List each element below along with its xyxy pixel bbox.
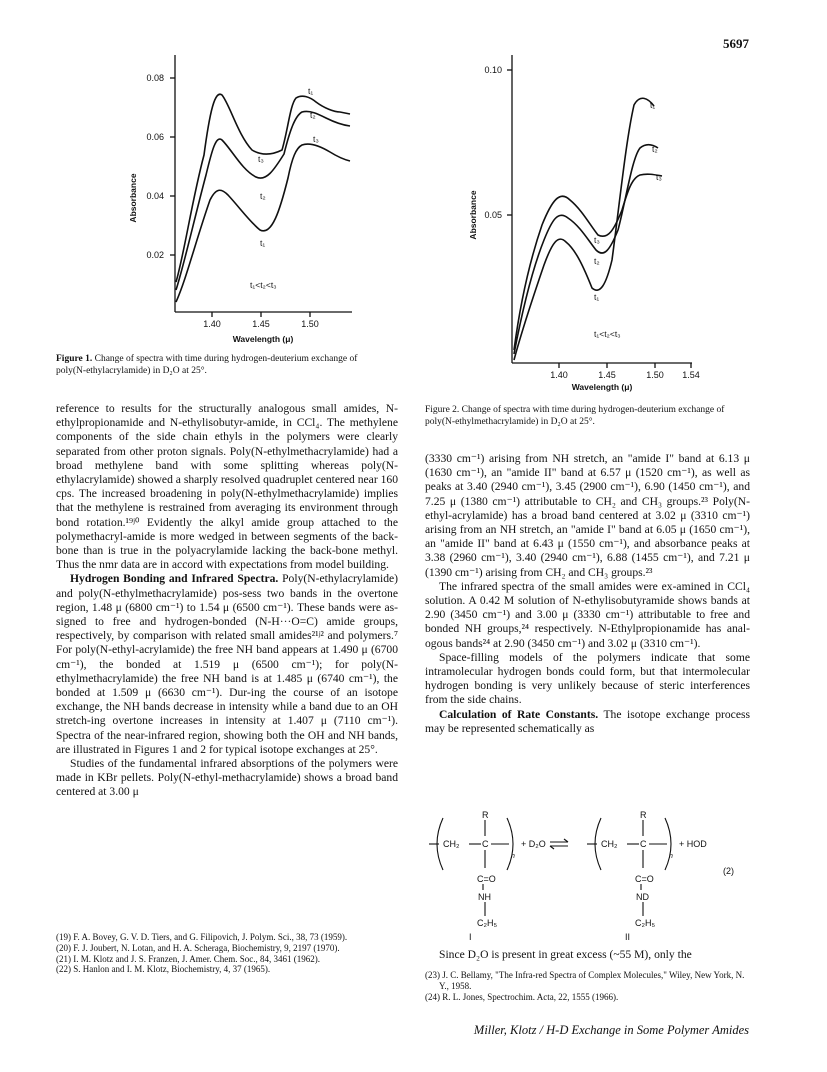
- reaction-scheme: [425, 806, 750, 946]
- right-paragraph-3: Space-filling models of the polymers indicate that some intramolecular hydrogen bonds could form, but that intermolecular hydrogen bonding is very unlikely because of steric interferences from the side chains.: [425, 650, 750, 707]
- left-paragraph-3: Studies of the fundamental infrared absorptions of the polymers were made in KBr pellets. Poly(N-ethyl-methacrylamide) shows a broad band centered at 3.00 μ: [56, 757, 398, 799]
- page-number: 5697: [723, 36, 749, 51]
- fig1-xtick-0: 1.40: [203, 319, 221, 329]
- scheme-nd: ND: [636, 892, 649, 902]
- scheme-c-2: C: [640, 839, 647, 849]
- fig1-label-t2: t₂: [260, 191, 266, 201]
- scheme-co-1: C=O: [477, 874, 496, 884]
- fig2-label-t2-top: t₂: [652, 144, 658, 154]
- scheme-c-1: C: [482, 839, 489, 849]
- scheme-r-2: R: [640, 810, 647, 820]
- left-paragraph-1: reference to results for the structurally analogous small amides, N-ethylpropionamide and N-ethylisobutyr-amide, in CCl₄. The methylene components of the side chain ethyls in the polymers were clearly separated from other proton signals. Poly(N-ethylmethacrylamide) had a broad methylene band with some splitting whereas poly(N-ethylacrylamide) showed a sharply resolved quadruplet centered near 160 cps. The increased broadening in poly(N-ethylmethacrylamide) implies that the methylene is restrained from averaging its environment through bond rotation.¹⁹ʲ⁰ Evidently the alkyl amide group attached to the polymethacryl-amide is more wedged in between segments of the back-bone than is true in the polyacrylamide lacking the back-bone methyl. Thus the nmr data are in accord with expectations from model building.: [56, 402, 398, 572]
- fig1-label-t1: t₁: [260, 238, 266, 248]
- scheme-co-2: C=O: [635, 874, 654, 884]
- fig1-label-t2-top: t₂: [310, 110, 316, 120]
- footnote-19: (19) F. A. Bovey, G. V. D. Tiers, and G. Filipovich, J. Polym. Sci., 38, 73 (1959).: [56, 932, 348, 942]
- fig2-order-label: t₁<t₂<t₃: [594, 329, 621, 339]
- fig2-label-t2: t₂: [594, 256, 600, 266]
- footnote-23: (23) J. C. Bellamy, "The Infra-red Spectra of Complex Molecules," Wiley, New York, N. Y., 1958.: [425, 970, 745, 991]
- fig1-ytick-0: 0.08: [146, 73, 164, 83]
- scheme-ch2-2: CH₂: [601, 839, 618, 849]
- right-paragraph-4-text: The isotope exchange process may be represented schematically as: [425, 707, 750, 735]
- figure-1-caption-text: Change of spectra with time during hydrogen-deuterium exchange of poly(N-ethylacrylamide) in D₂O at 25°.: [56, 354, 358, 376]
- curve-t1: [514, 98, 654, 360]
- equation-number: (2): [723, 866, 734, 876]
- right-paragraph-4: [425, 708, 750, 736]
- left-footnotes: [56, 932, 398, 975]
- footnote-24: (24) R. L. Jones, Spectrochim. Acta, 22, 1555 (1966).: [425, 991, 619, 1002]
- fig1-ytick-3: 0.02: [146, 250, 164, 260]
- right-column: [425, 452, 750, 736]
- scheme-n-2: n: [669, 853, 673, 860]
- fig1-xlabel: Wavelength (μ): [232, 334, 294, 344]
- scheme-hod: + HOD: [679, 839, 707, 849]
- footnote-20: (20) F. J. Joubert, N. Lotan, and H. A. Scheraga, Biochemistry, 9, 2197 (1970).: [56, 942, 340, 953]
- figure-2-spectrum: [462, 50, 712, 395]
- scheme-d2o: + D₂O: [521, 839, 546, 849]
- fig2-label-t3: t₃: [594, 235, 600, 245]
- right-paragraph-1: (3330 cm⁻¹) arising from NH stretch, an "amide I" band at 6.13 μ (1630 cm⁻¹), an "amide II" band at 6.57 μ (1520 cm⁻¹), as well as peaks at 3.40 (2940 cm⁻¹), 3.45 (2900 cm⁻¹), 6.90 (1450 cm⁻¹), and 7.25 μ (1380 cm⁻¹) attributable to CH₂ and CH₃ groups.²³ Poly(N-ethyl-acrylamide) has a broad band centered at 3.02 μ (3310 cm⁻¹) arising from an NH stretch, an "amide I" band at 6.05 μ (1650 cm⁻¹), an "amide II" band at 6.43 μ (1550 cm⁻¹), and absorbance peaks at 3.38 (2960 cm⁻¹), 3.40 (2940 cm⁻¹), 6.88 (1455 cm⁻¹), and 7.21 μ (1390 cm⁻¹) arising from CH₂ and CH₃ groups.²³: [425, 452, 750, 579]
- fig2-label-t1-top: t₁: [650, 100, 656, 110]
- figure-1-caption: [56, 354, 386, 377]
- scheme-label-ii: II: [625, 932, 631, 942]
- fig1-label-t1-top: t₁: [308, 86, 314, 96]
- scheme-label-i: I: [469, 932, 472, 942]
- fig2-ytick-1: 0.05: [484, 210, 502, 220]
- fig1-xtick-2: 1.50: [301, 319, 319, 329]
- fig2-xlabel: Wavelength (μ): [571, 382, 633, 392]
- footnote-21: (21) I. M. Klotz and J. S. Franzen, J. Amer. Chem. Soc., 84, 3461 (1962).: [56, 953, 320, 964]
- scheme-nh: NH: [478, 892, 491, 902]
- figure-1-caption-label: Figure 1.: [56, 354, 93, 364]
- fig2-ylabel: Absorbance: [468, 190, 478, 240]
- right-column-tail: [425, 948, 750, 962]
- running-footer: Miller, Klotz / H-D Exchange in Some Polymer Amides: [473, 1023, 749, 1037]
- scheme-n-1: n: [511, 853, 515, 860]
- scheme-et-2: C₂H₅: [635, 918, 656, 928]
- footnote-22: (22) S. Hanlon and I. M. Klotz, Biochemistry, 4, 37 (1965).: [56, 964, 271, 975]
- fig1-ytick-2: 0.04: [146, 191, 164, 201]
- right-paragraph-5: Since D₂O is present in great excess (~55 M), only the: [439, 948, 692, 961]
- fig2-xtick-3: 1.54: [682, 370, 700, 380]
- figure-2-caption: Figure 2. Change of spectra with time during hydrogen-deuterium exchange of poly(N-ethylmethacrylamide) in D₂O at 25°.: [425, 405, 725, 427]
- scheme-et-1: C₂H₅: [477, 918, 498, 928]
- right-footnotes: [425, 970, 750, 1002]
- left-paragraph-2-text: Poly(N-ethylacrylamide) and poly(N-ethylmethacrylamide) pos-sess two bands in the overtone region, 1.48 μ (6800 cm⁻¹) to 1.54 μ (6500 cm⁻¹). These bands were as-signed to free and hydrogen-bonded (N-H···O=C) amide groups, respectively, by comparison with related small amides²¹ʲ² and polymers.⁷ For poly(N-ethyl-acrylamide) the free NH band appears at 1.490 μ (6700 cm⁻¹), the bonded at 1.519 μ (6500 cm⁻¹); for poly(N-ethylmethacrylamide) the free NH band is at 1.485 μ (6740 cm⁻¹), the bonded at 1.509 μ (6630 cm⁻¹). Dur-ing the course of an isotope exchange, the NH bands decrease in intensity while a band due to an OH stretch-ing overtone increases in intensity at 1.407 μ (7110 cm⁻¹). Spectra of the near-infrared region, showing both the OH and NH bands, are illustrated in Figures 1 and 2 for typical isotope exchanges at 25°.: [56, 572, 399, 756]
- fig1-order-label: t₁<t₂<t₃: [250, 280, 277, 290]
- section-heading-rate-constants: Calculation of Rate Constants.: [439, 707, 599, 721]
- left-paragraph-2: [56, 572, 398, 757]
- curve-t2: [514, 145, 658, 354]
- fig1-label-t3-top: t₃: [313, 134, 319, 144]
- curve-t1: [176, 144, 350, 302]
- fig2-xtick-0: 1.40: [550, 370, 568, 380]
- figure-1-spectrum: [120, 50, 355, 350]
- scheme-r-1: R: [482, 810, 489, 820]
- fig1-ytick-1: 0.06: [146, 132, 164, 142]
- right-paragraph-2: The infrared spectra of the small amides were ex-amined in CCl₄ solution. A 0.42 M solution of N-ethylisobutyramide shows bands at 2.90 (3450 cm⁻¹) and 3.00 μ (3330 cm⁻¹) attributable to free and bonded NH groups,²⁴ respectively. N-Ethylpropionamide has anal-ogous bands²⁴ at 2.90 (3450 cm⁻¹) and 3.02 μ (3310 cm⁻¹).: [425, 579, 750, 650]
- fig2-ytick-0: 0.10: [484, 65, 502, 75]
- section-heading-hydrogen-bonding: Hydrogen Bonding and Infrared Spectra.: [70, 572, 279, 586]
- fig1-label-t3: t₃: [258, 154, 264, 164]
- fig1-xtick-1: 1.45: [252, 319, 270, 329]
- left-column: [56, 402, 398, 800]
- fig2-label-t1: t₁: [594, 292, 600, 302]
- fig2-xtick-1: 1.45: [598, 370, 616, 380]
- fig1-ylabel: Absorbance: [128, 173, 138, 223]
- scheme-ch2-1: CH₂: [443, 839, 460, 849]
- fig2-xtick-2: 1.50: [646, 370, 664, 380]
- fig2-label-t3-top: t₃: [656, 172, 662, 182]
